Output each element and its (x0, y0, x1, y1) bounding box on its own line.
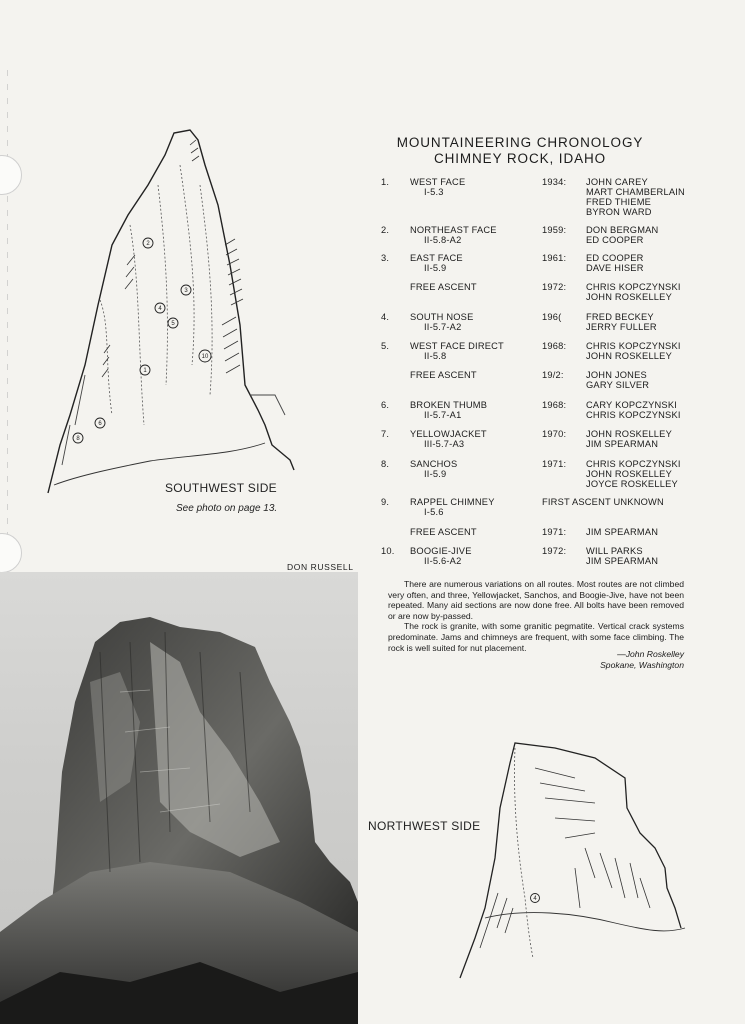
ascent-year: 1972: (542, 282, 567, 292)
route-title: SANCHOS (410, 459, 458, 469)
northwest-side-caption: NORTHWEST SIDE (368, 819, 481, 833)
climbers-list (586, 400, 726, 420)
chronology-title: MOUNTAINEERING CHRONOLOGY (396, 135, 644, 150)
ascent-year: 196( (542, 312, 562, 322)
ascent-year: 19/2: (542, 370, 564, 380)
route-grade: II-5.8-A2 (424, 235, 462, 245)
route-grade: III-5.7-A3 (424, 439, 465, 449)
route-name: FREE ASCENT (410, 370, 477, 380)
climbers-list (586, 225, 726, 245)
first-ascent-unknown: FIRST ASCENT UNKNOWN (542, 497, 664, 507)
route-number: 1. (381, 177, 390, 187)
climber: JIM SPEARMAN (586, 556, 659, 566)
route-name (410, 497, 540, 517)
route-name (410, 253, 540, 273)
route-number: 10. (381, 546, 395, 556)
route-number: 7. (381, 429, 390, 439)
nw-marker-4: 4 (533, 896, 537, 902)
climbers-list (586, 282, 726, 302)
route-title: RAPPEL CHIMNEY (410, 497, 495, 507)
climber: CARY KOPCZYNSKI (586, 400, 678, 410)
route-title: SOUTH NOSE (410, 312, 474, 322)
sw-marker-5: 5 (171, 321, 175, 327)
route-grade: II-5.9 (424, 263, 447, 273)
punch-hole-middle (0, 533, 22, 573)
ascent-year: 1970: (542, 429, 567, 439)
ascent-year: 1934: (542, 177, 567, 187)
southwest-side-caption: SOUTHWEST SIDE (165, 481, 277, 495)
climber: JOHN CAREY (586, 177, 648, 187)
climbers-list (586, 253, 726, 273)
sw-marker-8: 8 (76, 436, 80, 442)
route-grade: II-5.9 (424, 469, 447, 479)
notes-paragraph-rock: The rock is granite, with some granitic pegmatite. Vertical crack systems predominate. Jams and chimneys are frequent, with some face climbing. The rock is well suited for nut placement. (388, 621, 684, 653)
author-signature: —John Roskelley (617, 649, 684, 659)
climber: FRED THIEME (586, 197, 652, 207)
rock-photo-artwork (0, 572, 358, 1024)
route-name: FREE ASCENT (410, 282, 477, 292)
route-title: EAST FACE (410, 253, 463, 263)
sw-marker-6: 6 (98, 421, 102, 427)
route-name (410, 459, 540, 479)
route-number: 8. (381, 459, 390, 469)
photo-reference-note: See photo on page 13. (176, 503, 278, 514)
route-grade: II-5.7-A2 (424, 322, 462, 332)
climbers-list (586, 370, 726, 390)
climber: JOHN ROSKELLEY (586, 469, 672, 479)
route-name (410, 312, 540, 332)
climber: JIM SPEARMAN (586, 527, 659, 537)
route-number: 4. (381, 312, 390, 322)
climbers-list (586, 459, 726, 489)
ascent-year: 1968: (542, 341, 567, 351)
route-grade: II-5.6-A2 (424, 556, 462, 566)
route-number: 2. (381, 225, 390, 235)
climbers-list (586, 527, 726, 537)
route-number: 5. (381, 341, 390, 351)
route-notes (388, 579, 684, 653)
sw-marker-1: 1 (143, 368, 147, 374)
sw-marker-10: 10 (201, 354, 209, 360)
chimney-rock-photo (0, 572, 358, 1024)
climber: GARY SILVER (586, 380, 650, 390)
climbers-list (586, 546, 726, 566)
climbers-list (586, 341, 726, 361)
sw-marker-3: 3 (184, 288, 188, 294)
route-title: BOOGIE-JIVE (410, 546, 472, 556)
southwest-side-sketch (40, 125, 300, 500)
climber: FRED BECKEY (586, 312, 654, 322)
punch-hole-top (0, 155, 22, 195)
sw-marker-2: 2 (146, 241, 150, 247)
climbers-list (586, 429, 726, 449)
route-name (410, 429, 540, 449)
route-title: BROKEN THUMB (410, 400, 488, 410)
climber: CHRIS KOPCZYNSKI (586, 410, 681, 420)
climber: JOHN ROSKELLEY (586, 429, 672, 439)
route-name (410, 341, 540, 361)
route-name (410, 400, 540, 420)
route-title: YELLOWJACKET (410, 429, 487, 439)
route-name (410, 546, 540, 566)
climber: JOHN ROSKELLEY (586, 351, 672, 361)
route-grade: II-5.8 (424, 351, 447, 361)
climber: ED COOPER (586, 235, 644, 245)
chronology-subtitle: CHIMNEY ROCK, IDAHO (433, 151, 607, 166)
route-number: 9. (381, 497, 390, 507)
route-grade: II-5.7-A1 (424, 410, 462, 420)
ascent-year: 1972: (542, 546, 567, 556)
route-title: NORTHEAST FACE (410, 225, 497, 235)
route-grade: I-5.6 (424, 507, 444, 517)
climber: CHRIS KOPCZYNSKI (586, 282, 681, 292)
route-grade: I-5.3 (424, 187, 444, 197)
ascent-year: 1959: (542, 225, 567, 235)
route-title: WEST FACE (410, 177, 466, 187)
climber: WILL PARKS (586, 546, 643, 556)
climbers-list (586, 177, 726, 217)
route-name (410, 177, 540, 197)
notes-paragraph-routes: There are numerous variations on all routes. Most routes are not climbed very often, and three, Yellowjacket, Sanchos, and Boogie-Jive, have not been repeated. Many aid sections are now done free. All bolts have been removed or are now by-passed. (388, 579, 684, 621)
climber: BYRON WARD (586, 207, 652, 217)
climber: MART CHAMBERLAIN (586, 187, 685, 197)
sw-marker-4: 4 (158, 306, 162, 312)
climber: DON BERGMAN (586, 225, 659, 235)
route-name (410, 225, 540, 245)
author-location: Spokane, Washington (600, 660, 684, 670)
climber: CHRIS KOPCZYNSKI (586, 459, 681, 469)
climber: JIM SPEARMAN (586, 439, 659, 449)
climber: JOYCE ROSKELLEY (586, 479, 678, 489)
climbers-list (586, 312, 726, 332)
route-number: 6. (381, 400, 390, 410)
climber: JOHN ROSKELLEY (586, 292, 672, 302)
northwest-side-sketch (455, 738, 695, 983)
climber: JERRY FULLER (586, 322, 657, 332)
route-number: 3. (381, 253, 390, 263)
climber: DAVE HISER (586, 263, 644, 273)
ascent-year: 1971: (542, 527, 567, 537)
photo-credit: DON RUSSELL (287, 562, 354, 572)
climber: CHRIS KOPCZYNSKI (586, 341, 681, 351)
climber: JOHN JONES (586, 370, 647, 380)
ascent-year: 1961: (542, 253, 567, 263)
climber: ED COOPER (586, 253, 644, 263)
route-name: FREE ASCENT (410, 527, 477, 537)
ascent-year: 1968: (542, 400, 567, 410)
route-title: WEST FACE DIRECT (410, 341, 504, 351)
ascent-year: 1971: (542, 459, 567, 469)
